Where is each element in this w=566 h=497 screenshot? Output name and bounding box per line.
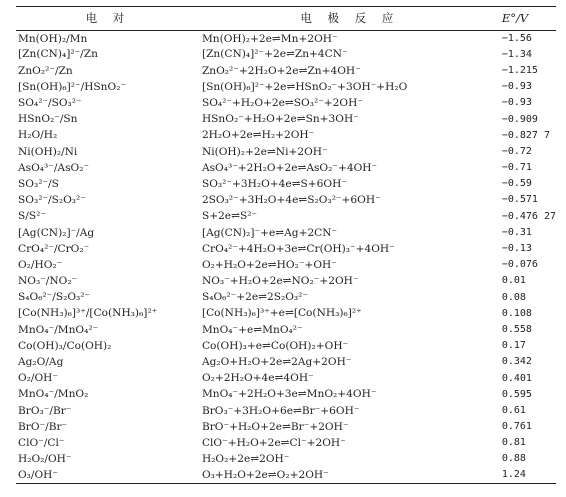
table-row: [16, 160, 556, 176]
reaction-cell: [Ag(CN)₂]⁻+e⇌Ag+2CN⁻: [201, 226, 338, 239]
table-row: [16, 209, 556, 225]
reaction-cell: Co(OH)₃+e⇌Co(OH)₂+OH⁻: [201, 339, 349, 352]
table-row: [16, 176, 556, 192]
table-row: [16, 290, 556, 306]
table-row: [16, 403, 556, 419]
potential-cell: 0.88: [501, 453, 526, 465]
reaction-cell: O₂+H₂O+2e⇌HO₂⁻+OH⁻: [201, 258, 337, 271]
table-row: [16, 370, 556, 386]
table-row: [16, 225, 556, 241]
reaction-cell: Ni(OH)₂+2e⇌Ni+2OH⁻: [201, 145, 328, 158]
reaction-cell: Ag₂O+H₂O+2e⇌2Ag+2OH⁻: [201, 356, 352, 369]
table-row: [16, 31, 556, 47]
potential-cell: 0.61: [501, 404, 526, 416]
table-row: [16, 419, 556, 435]
potential-cell: −1.215: [501, 64, 538, 76]
reaction-cell: S₄O₆²⁻+2e⇌2S₂O₃²⁻: [201, 291, 308, 304]
potential-cell: −0.909: [501, 113, 538, 125]
table-row: [16, 306, 556, 322]
couple-cell: H₂O₂/OH⁻: [18, 453, 72, 466]
potential-cell: −0.076: [501, 259, 538, 271]
table-row: [16, 451, 556, 467]
reaction-cell: H₂O₂+2e⇌2OH⁻: [201, 453, 290, 466]
table-row: [16, 468, 556, 484]
potential-cell: 0.81: [501, 437, 526, 449]
potential-cell: 0.17: [501, 340, 526, 352]
couple-cell: ClO⁻/Cl⁻: [18, 436, 65, 449]
couple-cell: AsO₄³⁻/AsO₂⁻: [18, 161, 90, 174]
couple-cell: HSnO₂⁻/Sn: [18, 113, 78, 126]
reaction-cell: HSnO₂⁻+H₂O+2e⇌Sn+3OH⁻: [201, 113, 359, 126]
potential-cell: −0.476 27: [501, 210, 556, 222]
reaction-cell: 2SO₃²⁻+3H₂O+4e⇌S₂O₃²⁻+6OH⁻: [201, 194, 381, 207]
couple-cell: SO₄²⁻/SO₃²⁻: [18, 97, 82, 110]
table-row: [16, 47, 556, 63]
reaction-cell: MnO₄⁻+e⇌MnO₄²⁻: [201, 323, 303, 336]
couple-cell: S/S²⁻: [18, 210, 46, 223]
couple-cell: H₂O/H₂: [18, 129, 58, 142]
potential-table: [16, 6, 556, 484]
couple-cell: MnO₄⁻/MnO₄²⁻: [18, 323, 99, 336]
reaction-cell: SO₃²⁻+3H₂O+4e⇌S+6OH⁻: [201, 177, 347, 190]
table-row: [16, 435, 556, 451]
reaction-cell: O₂+2H₂O+4e⇌4OH⁻: [201, 372, 314, 385]
couple-cell: NO₃⁻/NO₂⁻: [18, 275, 78, 288]
table-row: [16, 128, 556, 144]
reaction-cell: ZnO₂²⁻+2H₂O+2e⇌Zn+4OH⁻: [201, 64, 361, 77]
couple-cell: CrO₄²⁻/CrO₂⁻: [18, 242, 90, 255]
couple-cell: O₂/HO₂⁻: [18, 258, 63, 271]
potential-cell: 0.01: [501, 275, 526, 287]
potential-cell: 0.595: [501, 388, 532, 400]
reaction-cell: O₃+H₂O+2e⇌O₂+2OH⁻: [201, 469, 329, 482]
potential-cell: −0.71: [501, 162, 532, 174]
couple-cell: O₂/OH⁻: [18, 372, 59, 385]
potential-cell: 1.24: [501, 469, 526, 481]
couple-cell: O₃/OH⁻: [18, 469, 59, 482]
potential-cell: −1.34: [501, 48, 532, 60]
potential-cell: −0.571: [501, 194, 538, 206]
reaction-cell: 2H₂O+2e⇌H₂+2OH⁻: [201, 129, 315, 142]
potential-cell: 0.342: [501, 356, 532, 368]
table-row: [16, 79, 556, 95]
potential-cell: −0.59: [501, 178, 532, 190]
couple-cell: [Sn(OH)₆]²⁻/HSnO₂⁻: [18, 80, 127, 93]
potential-cell: 0.401: [501, 372, 532, 384]
potential-cell: −0.72: [501, 145, 532, 157]
couple-cell: [Zn(CN)₄]²⁻/Zn: [18, 48, 98, 61]
header-potential: E°/V: [501, 10, 529, 25]
couple-cell: ZnO₂²⁻/Zn: [18, 64, 73, 77]
table-header: [16, 7, 556, 31]
potential-cell: 0.761: [501, 421, 532, 433]
couple-cell: SO₃²⁻/S: [18, 177, 59, 190]
table-row: [16, 192, 556, 208]
reaction-cell: NO₃⁻+H₂O+2e⇌NO₂⁻+2OH⁻: [201, 275, 359, 288]
couple-cell: BrO₃⁻/Br⁻: [18, 404, 72, 417]
reaction-cell: MnO₄⁻+2H₂O+3e⇌MnO₂+4OH⁻: [201, 388, 377, 401]
potential-cell: −0.93: [501, 97, 532, 109]
potential-cell: −0.827 7: [501, 129, 550, 141]
couple-cell: Mn(OH)₂/Mn: [18, 32, 88, 45]
table-row: [16, 111, 556, 127]
table-row: [16, 387, 556, 403]
reaction-cell: BrO⁻+H₂O+2e⇌Br⁻+2OH⁻: [201, 420, 349, 433]
table-row: [16, 322, 556, 338]
header-couple: 电 对: [85, 10, 131, 25]
header-row: [16, 7, 556, 31]
couple-cell: S₄O₆²⁻/S₂O₃²⁻: [18, 291, 91, 304]
couple-cell: [Ag(CN)₂]⁻/Ag: [18, 226, 95, 239]
table-row: [16, 241, 556, 257]
couple-cell: MnO₄⁻/MnO₂: [18, 388, 89, 401]
couple-cell: BrO⁻/Br⁻: [18, 420, 68, 433]
couple-cell: SO₃²⁻/S₂O₃²⁻: [18, 194, 86, 207]
potential-cell: −1.56: [501, 32, 532, 44]
couple-cell: Ni(OH)₂/Ni: [18, 145, 78, 158]
reaction-cell: BrO₃⁻+3H₂O+6e⇌Br⁻+6OH⁻: [201, 404, 360, 417]
potential-cell: −0.13: [501, 243, 532, 255]
potential-cell: 0.08: [501, 291, 526, 303]
reaction-cell: S+2e⇌S²⁻: [201, 210, 258, 223]
potential-cell: 0.558: [501, 323, 532, 335]
potential-cell: −0.93: [501, 81, 532, 93]
potential-cell: 0.108: [501, 307, 532, 319]
table-row: [16, 338, 556, 354]
reaction-cell: [Co(NH₃)₆]³⁺+e⇌[Co(NH₃)₆]²⁺: [201, 307, 362, 320]
reaction-cell: [Sn(OH)₆]²⁻+2e⇌HSnO₂⁻+3OH⁻+H₂O: [201, 80, 408, 93]
table-row: [16, 273, 556, 289]
table-row: [16, 144, 556, 160]
table-row: [16, 63, 556, 79]
header-reaction: 电 极 反 应: [300, 10, 400, 25]
table-body: [16, 31, 556, 484]
reaction-cell: Mn(OH)₂+2e⇌Mn+2OH⁻: [201, 32, 338, 45]
reaction-cell: AsO₄³⁻+2H₂O+2e⇌AsO₂⁻+4OH⁻: [201, 161, 378, 174]
reaction-cell: SO₄²⁻+H₂O+2e⇌SO₃²⁻+2OH⁻: [201, 97, 363, 110]
reaction-cell: ClO⁻+H₂O+2e⇌Cl⁻+2OH⁻: [201, 436, 346, 449]
reaction-cell: [Zn(CN)₄]²⁻+2e⇌Zn+4CN⁻: [201, 48, 348, 61]
table-row: [16, 95, 556, 111]
table-row: [16, 257, 556, 273]
couple-cell: Co(OH)₃/Co(OH)₂: [18, 339, 112, 352]
couple-cell: Ag₂O/Ag: [18, 356, 64, 369]
reaction-cell: CrO₄²⁻+4H₂O+3e⇌Cr(OH)₃⁻+4OH⁻: [201, 242, 395, 255]
table-row: [16, 354, 556, 370]
potential-cell: −0.31: [501, 226, 532, 238]
couple-cell: [Co(NH₃)₆]³⁺/[Co(NH₃)₆]²⁺: [18, 307, 158, 320]
